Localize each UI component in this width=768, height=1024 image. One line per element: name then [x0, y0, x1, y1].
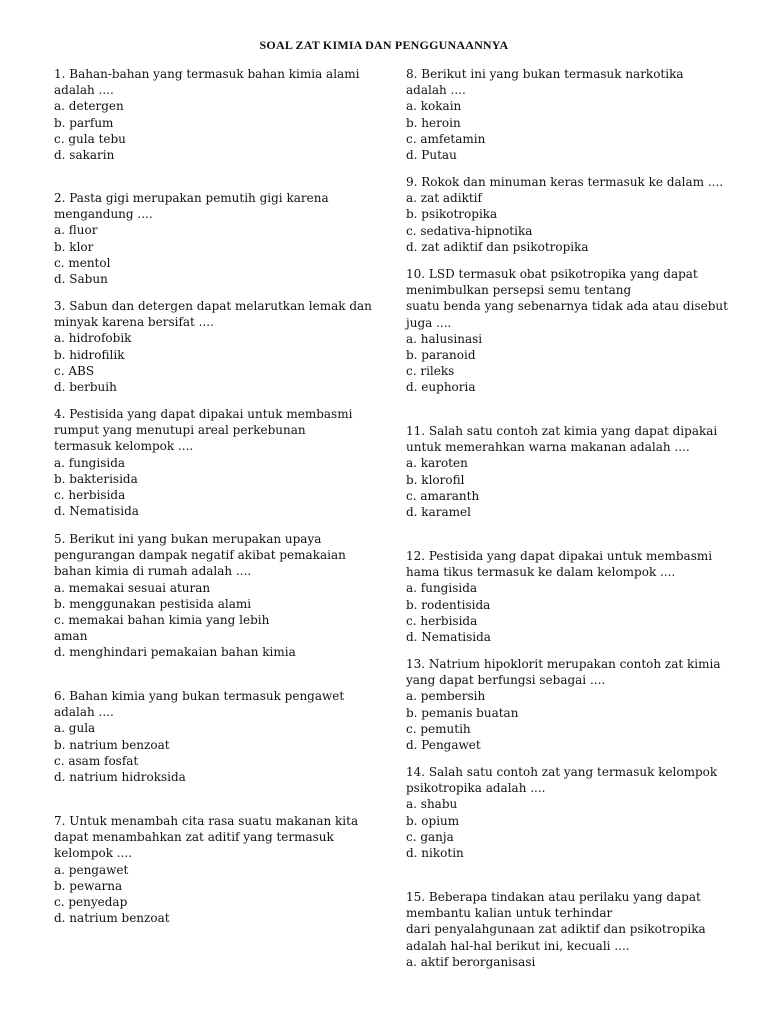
question-text: 3. Sabun dan detergen dapat melarutkan lemak dan — [54, 299, 372, 313]
option: a. fungisida — [406, 581, 478, 596]
option: a. shabu — [406, 797, 458, 812]
option: b. klor — [54, 239, 94, 254]
option: a. aktif berorganisasi — [406, 954, 536, 969]
question-5 — [54, 531, 346, 661]
option: b. menggunakan pestisida alami — [54, 596, 252, 611]
option: c. pemutih — [406, 721, 471, 736]
option: c. amfetamin — [406, 131, 486, 146]
question-14 — [406, 764, 717, 861]
option: d. euphoria — [406, 380, 476, 395]
option: d. berbuih — [54, 379, 117, 394]
option: a. kokain — [406, 99, 462, 114]
question-text: kelompok .... — [54, 846, 133, 861]
page-title: SOAL ZAT KIMIA DAN PENGGUNAANNYA — [259, 38, 509, 52]
question-text: untuk memerahkan warna makanan adalah .... — [406, 440, 690, 455]
option: a. fluor — [54, 223, 98, 238]
option: d. Nematisida — [54, 504, 139, 519]
option: a. zat adiktif — [406, 191, 482, 206]
option: a. halusinasi — [406, 331, 483, 346]
question-text: 12. Pestisida yang dapat dipakai untuk membasmi — [406, 549, 713, 563]
question-text: 13. Natrium hipoklorit merupakan contoh zat kimia — [406, 657, 721, 671]
option: c. mentol — [54, 255, 111, 270]
question-text: 15. Beberapa tindakan atau perilaku yang dapat — [406, 890, 701, 904]
option: d. Sabun — [54, 271, 108, 286]
option: a. fungisida — [54, 455, 126, 470]
option: d. nikotin — [406, 845, 464, 860]
question-text: 7. Untuk menambah cita rasa suatu makanan kita — [54, 814, 359, 828]
option: d. Nematisida — [406, 629, 491, 644]
question-6 — [54, 688, 344, 785]
option: d. natrium hidroksida — [54, 769, 186, 784]
option: c. amaranth — [406, 488, 480, 503]
question-text: adalah hal-hal berikut ini, kecuali .... — [406, 938, 630, 953]
question-8 — [406, 66, 684, 163]
question-7 — [54, 813, 358, 926]
option: c. ganja — [406, 829, 454, 844]
question-text: adalah .... — [54, 83, 114, 98]
question-12 — [406, 548, 712, 645]
option: b. natrium benzoat — [54, 737, 170, 752]
question-2 — [54, 190, 329, 287]
question-11 — [406, 423, 717, 520]
question-3 — [54, 298, 372, 395]
option: a. memakai sesuai aturan — [54, 580, 211, 595]
option: d. menghindari pemakaian bahan kimia — [54, 645, 296, 660]
option: d. natrium benzoat — [54, 911, 170, 926]
question-text: 6. Bahan kimia yang bukan termasuk pengawet — [54, 689, 345, 703]
option: b. paranoid — [406, 347, 476, 362]
question-text: juga .... — [406, 315, 452, 330]
option: d. zat adiktif dan psikotropika — [406, 239, 589, 254]
question-text: 5. Berikut ini yang bukan merupakan upaya — [54, 532, 322, 546]
question-text: 1. Bahan-bahan yang termasuk bahan kimia alami — [54, 67, 360, 81]
option: a. pembersih — [406, 689, 486, 704]
question-15 — [406, 889, 706, 970]
question-text: 8. Berikut ini yang bukan termasuk narkotika — [406, 67, 684, 81]
question-text: membantu kalian untuk terhindar — [406, 906, 613, 921]
question-text: hama tikus termasuk ke dalam kelompok .... — [406, 565, 676, 580]
option: b. hidrofilik — [54, 347, 125, 362]
option: b. heroin — [406, 115, 461, 130]
option: a. karoten — [406, 456, 468, 471]
option: c. memakai bahan kimia yang lebih — [54, 612, 270, 627]
question-text: bahan kimia di rumah adalah .... — [54, 564, 252, 579]
question-text: adalah .... — [406, 83, 466, 98]
question-text: 10. LSD termasuk obat psikotropika yang dapat — [406, 267, 698, 281]
option: b. parfum — [54, 115, 114, 130]
option: c. rileks — [406, 364, 455, 379]
question-13 — [406, 656, 721, 753]
option: a. pengawet — [54, 862, 129, 877]
question-10 — [406, 266, 728, 396]
option: aman — [54, 629, 88, 644]
question-text: 9. Rokok dan minuman keras termasuk ke dalam .... — [406, 175, 724, 189]
question-text: dapat menambahkan zat aditif yang termasuk — [54, 830, 334, 845]
question-text: mengandung .... — [54, 207, 153, 222]
option: a. hidrofobik — [54, 331, 132, 346]
option: d. sakarin — [54, 147, 115, 162]
question-text: adalah .... — [54, 705, 114, 720]
option: b. rodentisida — [406, 597, 491, 612]
option: a. detergen — [54, 99, 124, 114]
question-text: 14. Salah satu contoh zat yang termasuk kelompok — [406, 765, 718, 779]
option: a. gula — [54, 721, 96, 736]
option: b. pewarna — [54, 878, 123, 893]
question-text: menimbulkan persepsi semu tentang — [406, 283, 632, 298]
question-text: minyak karena bersifat .... — [54, 315, 214, 330]
question-text: 11. Salah satu contoh zat kimia yang dapat dipakai — [406, 424, 718, 438]
option: d. Pengawet — [406, 737, 481, 752]
option: c. asam fosfat — [54, 753, 139, 768]
option: b. bakterisida — [54, 471, 138, 486]
question-text: 2. Pasta gigi merupakan pemutih gigi karena — [54, 191, 329, 205]
question-text: rumput yang menutupi areal perkebunan — [54, 423, 306, 438]
option: b. pemanis buatan — [406, 705, 519, 720]
question-text: dari penyalahgunaan zat adiktif dan psikotropika — [406, 922, 706, 937]
option: c. herbisida — [406, 613, 478, 628]
question-text: yang dapat berfungsi sebagai .... — [406, 673, 606, 688]
option: b. psikotropika — [406, 207, 498, 222]
question-text: pengurangan dampak negatif akibat pemakaian — [54, 548, 346, 563]
question-text: suatu benda yang sebenarnya tidak ada atau disebut — [406, 299, 728, 314]
option: b. opium — [406, 813, 460, 828]
option: c. penyedap — [54, 894, 128, 909]
option: c. herbisida — [54, 487, 126, 502]
question-text: termasuk kelompok .... — [54, 439, 194, 454]
option: c. gula tebu — [54, 131, 126, 146]
option: d. Putau — [406, 147, 457, 162]
question-9 — [406, 174, 723, 255]
option: c. sedativa-hipnotika — [406, 223, 533, 238]
option: c. ABS — [54, 363, 95, 378]
question-4 — [54, 406, 352, 519]
question-1 — [54, 66, 359, 163]
question-text: psikotropika adalah .... — [406, 781, 546, 796]
option: d. karamel — [406, 504, 471, 519]
question-text: 4. Pestisida yang dapat dipakai untuk membasmi — [54, 407, 353, 421]
option: b. klorofil — [406, 472, 465, 487]
